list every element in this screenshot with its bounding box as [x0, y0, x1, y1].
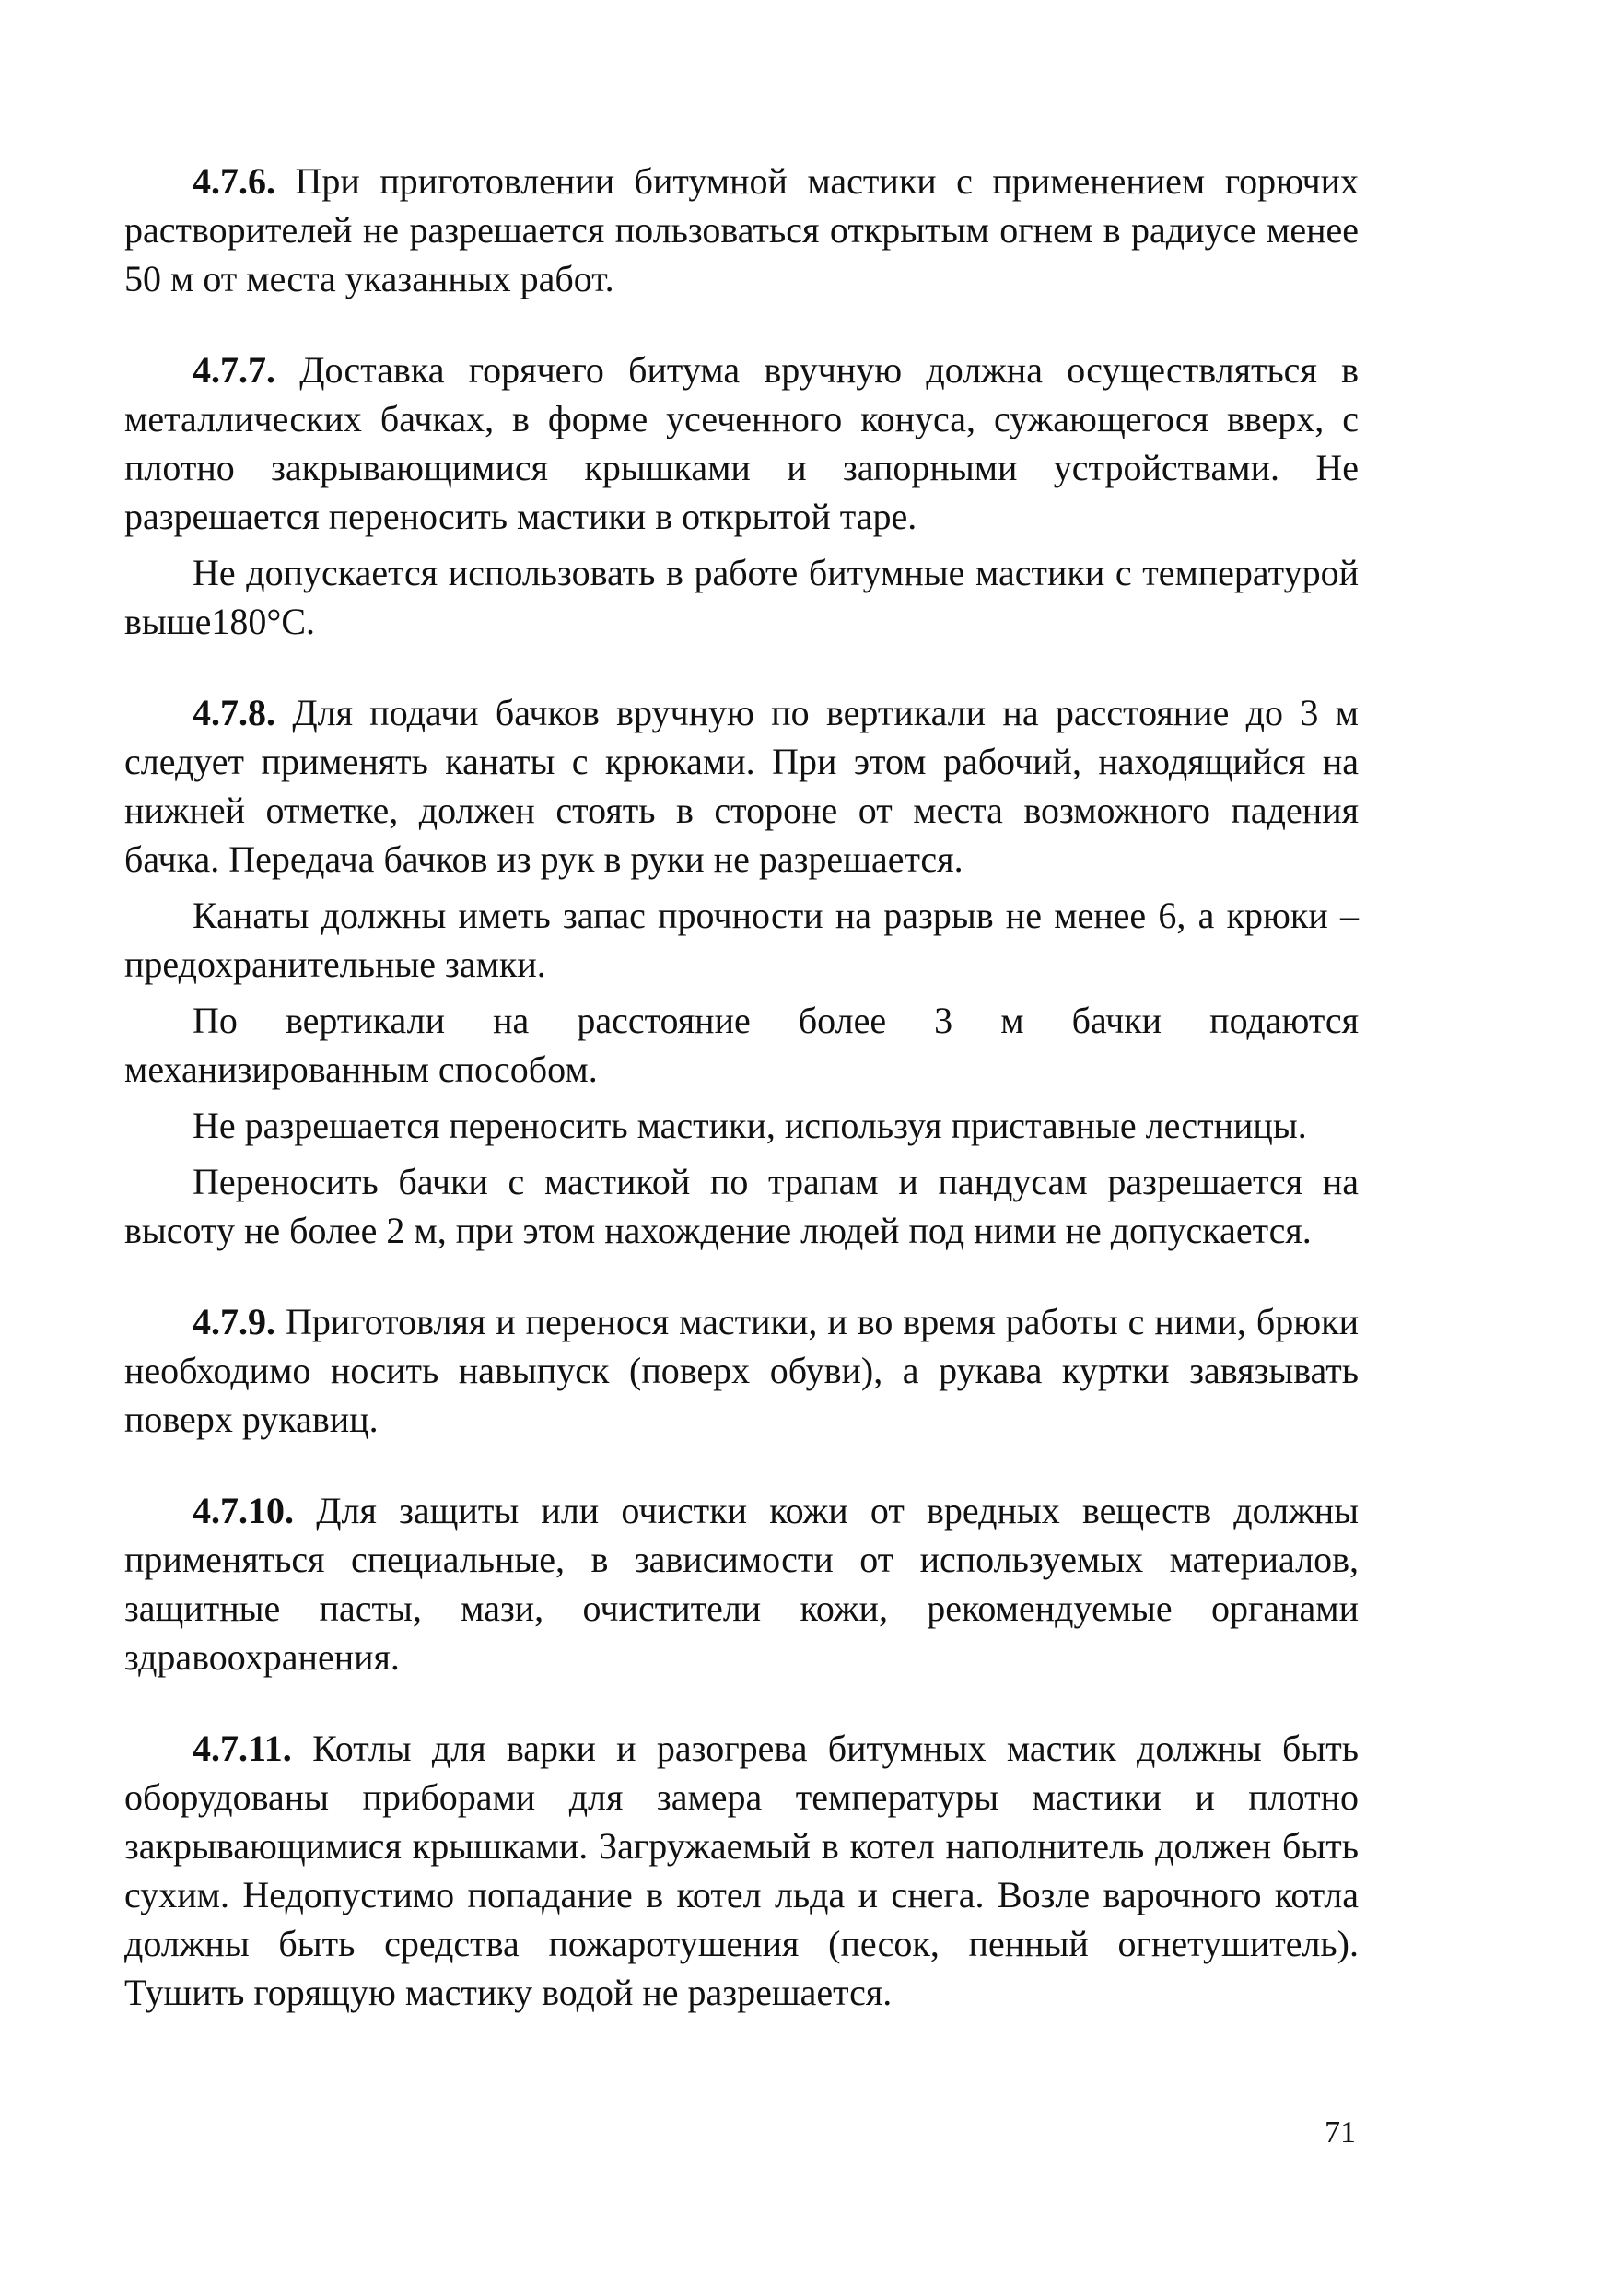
paragraph-text: Котлы для варки и разогрева битумных мастик должны быть оборудованы приборами для замера температуры мастики и плотно закрывающимися крышками. Загружаемый в котел наполнитель должен быть сухим. Недопустимо попадание в котел льда и снега. Возле варочного котла должны быть средства пожаротушения (песок, пенный огнетушитель). Тушить горящую мастику водой не разрешается. — [124, 1728, 1359, 2013]
section-4-7-9 — [124, 1297, 1359, 1444]
section-4-7-10 — [124, 1486, 1359, 1681]
paragraph: Не разрешается переносить мастики, используя приставные лестницы. — [193, 1105, 1307, 1146]
paragraph: Переносить бачки с мастикой по трапам и пандусам разрешается на высоту не более 2 м, при этом нахождение людей под ними не допускается. — [124, 1161, 1359, 1251]
paragraph — [124, 1297, 1359, 1444]
paragraph-text: При приготовлении битумной мастики с применением горючих растворителей не разрешается пользоваться открытым огнем в радиусе менее 50 м от места указанных работ. — [124, 160, 1359, 299]
paragraph: Канаты должны иметь запас прочности на разрыв не менее 6, а крюки – предохранительные замки. — [124, 895, 1359, 985]
paragraph-text: Для защиты или очистки кожи от вредных веществ должны применяться специальные, в зависимости от используемых материалов, защитные пасты, мази, очистители кожи, рекомендуемые органами здравоохранения. — [124, 1490, 1359, 1678]
section-4-7-6 — [124, 157, 1359, 303]
section-number: 4.7.6. — [193, 160, 275, 202]
section-4-7-8 — [124, 688, 1359, 1255]
paragraph — [124, 688, 1359, 884]
section-number: 4.7.10. — [193, 1490, 294, 1531]
section-number: 4.7.9. — [193, 1301, 275, 1342]
page-number: 71 — [1325, 2115, 1356, 2150]
section-number: 4.7.11. — [193, 1728, 292, 1769]
paragraph: Не допускается использовать в работе битумные мастики с температурой выше180°С. — [124, 552, 1359, 642]
paragraph — [124, 1486, 1359, 1681]
paragraph-text: Для подачи бачков вручную по вертикали на расстояние до 3 м следует применять канаты с крюками. При этом рабочий, находящийся на нижней отметке, должен стоять в стороне от места возможного падения бачка. Передача бачков из рук в руки не разрешается. — [124, 692, 1359, 880]
paragraph — [124, 346, 1359, 541]
section-number: 4.7.8. — [193, 692, 275, 733]
section-number: 4.7.7. — [193, 349, 275, 391]
paragraph-text: Доставка горячего битума вручную должна осуществляться в металлических бачках, в форме усеченного конуса, сужающегося вверх, с плотно закрывающимися крышками и запорными устройствами. Не разрешается переносить мастики в открытой таре. — [124, 349, 1359, 537]
paragraph — [124, 1724, 1359, 2017]
paragraph-text: Приготовляя и перенося мастики, и во время работы с ними, брюки необходимо носить навыпуск (поверх обуви), а рукава куртки завязывать поверх рукавиц. — [124, 1301, 1359, 1440]
section-4-7-7 — [124, 346, 1359, 646]
paragraph — [124, 157, 1359, 303]
section-4-7-11 — [124, 1724, 1359, 2017]
paragraph: По вертикали на расстояние более 3 м бачки подаются механизированным способом. — [124, 1000, 1359, 1090]
document-body — [124, 157, 1359, 2059]
